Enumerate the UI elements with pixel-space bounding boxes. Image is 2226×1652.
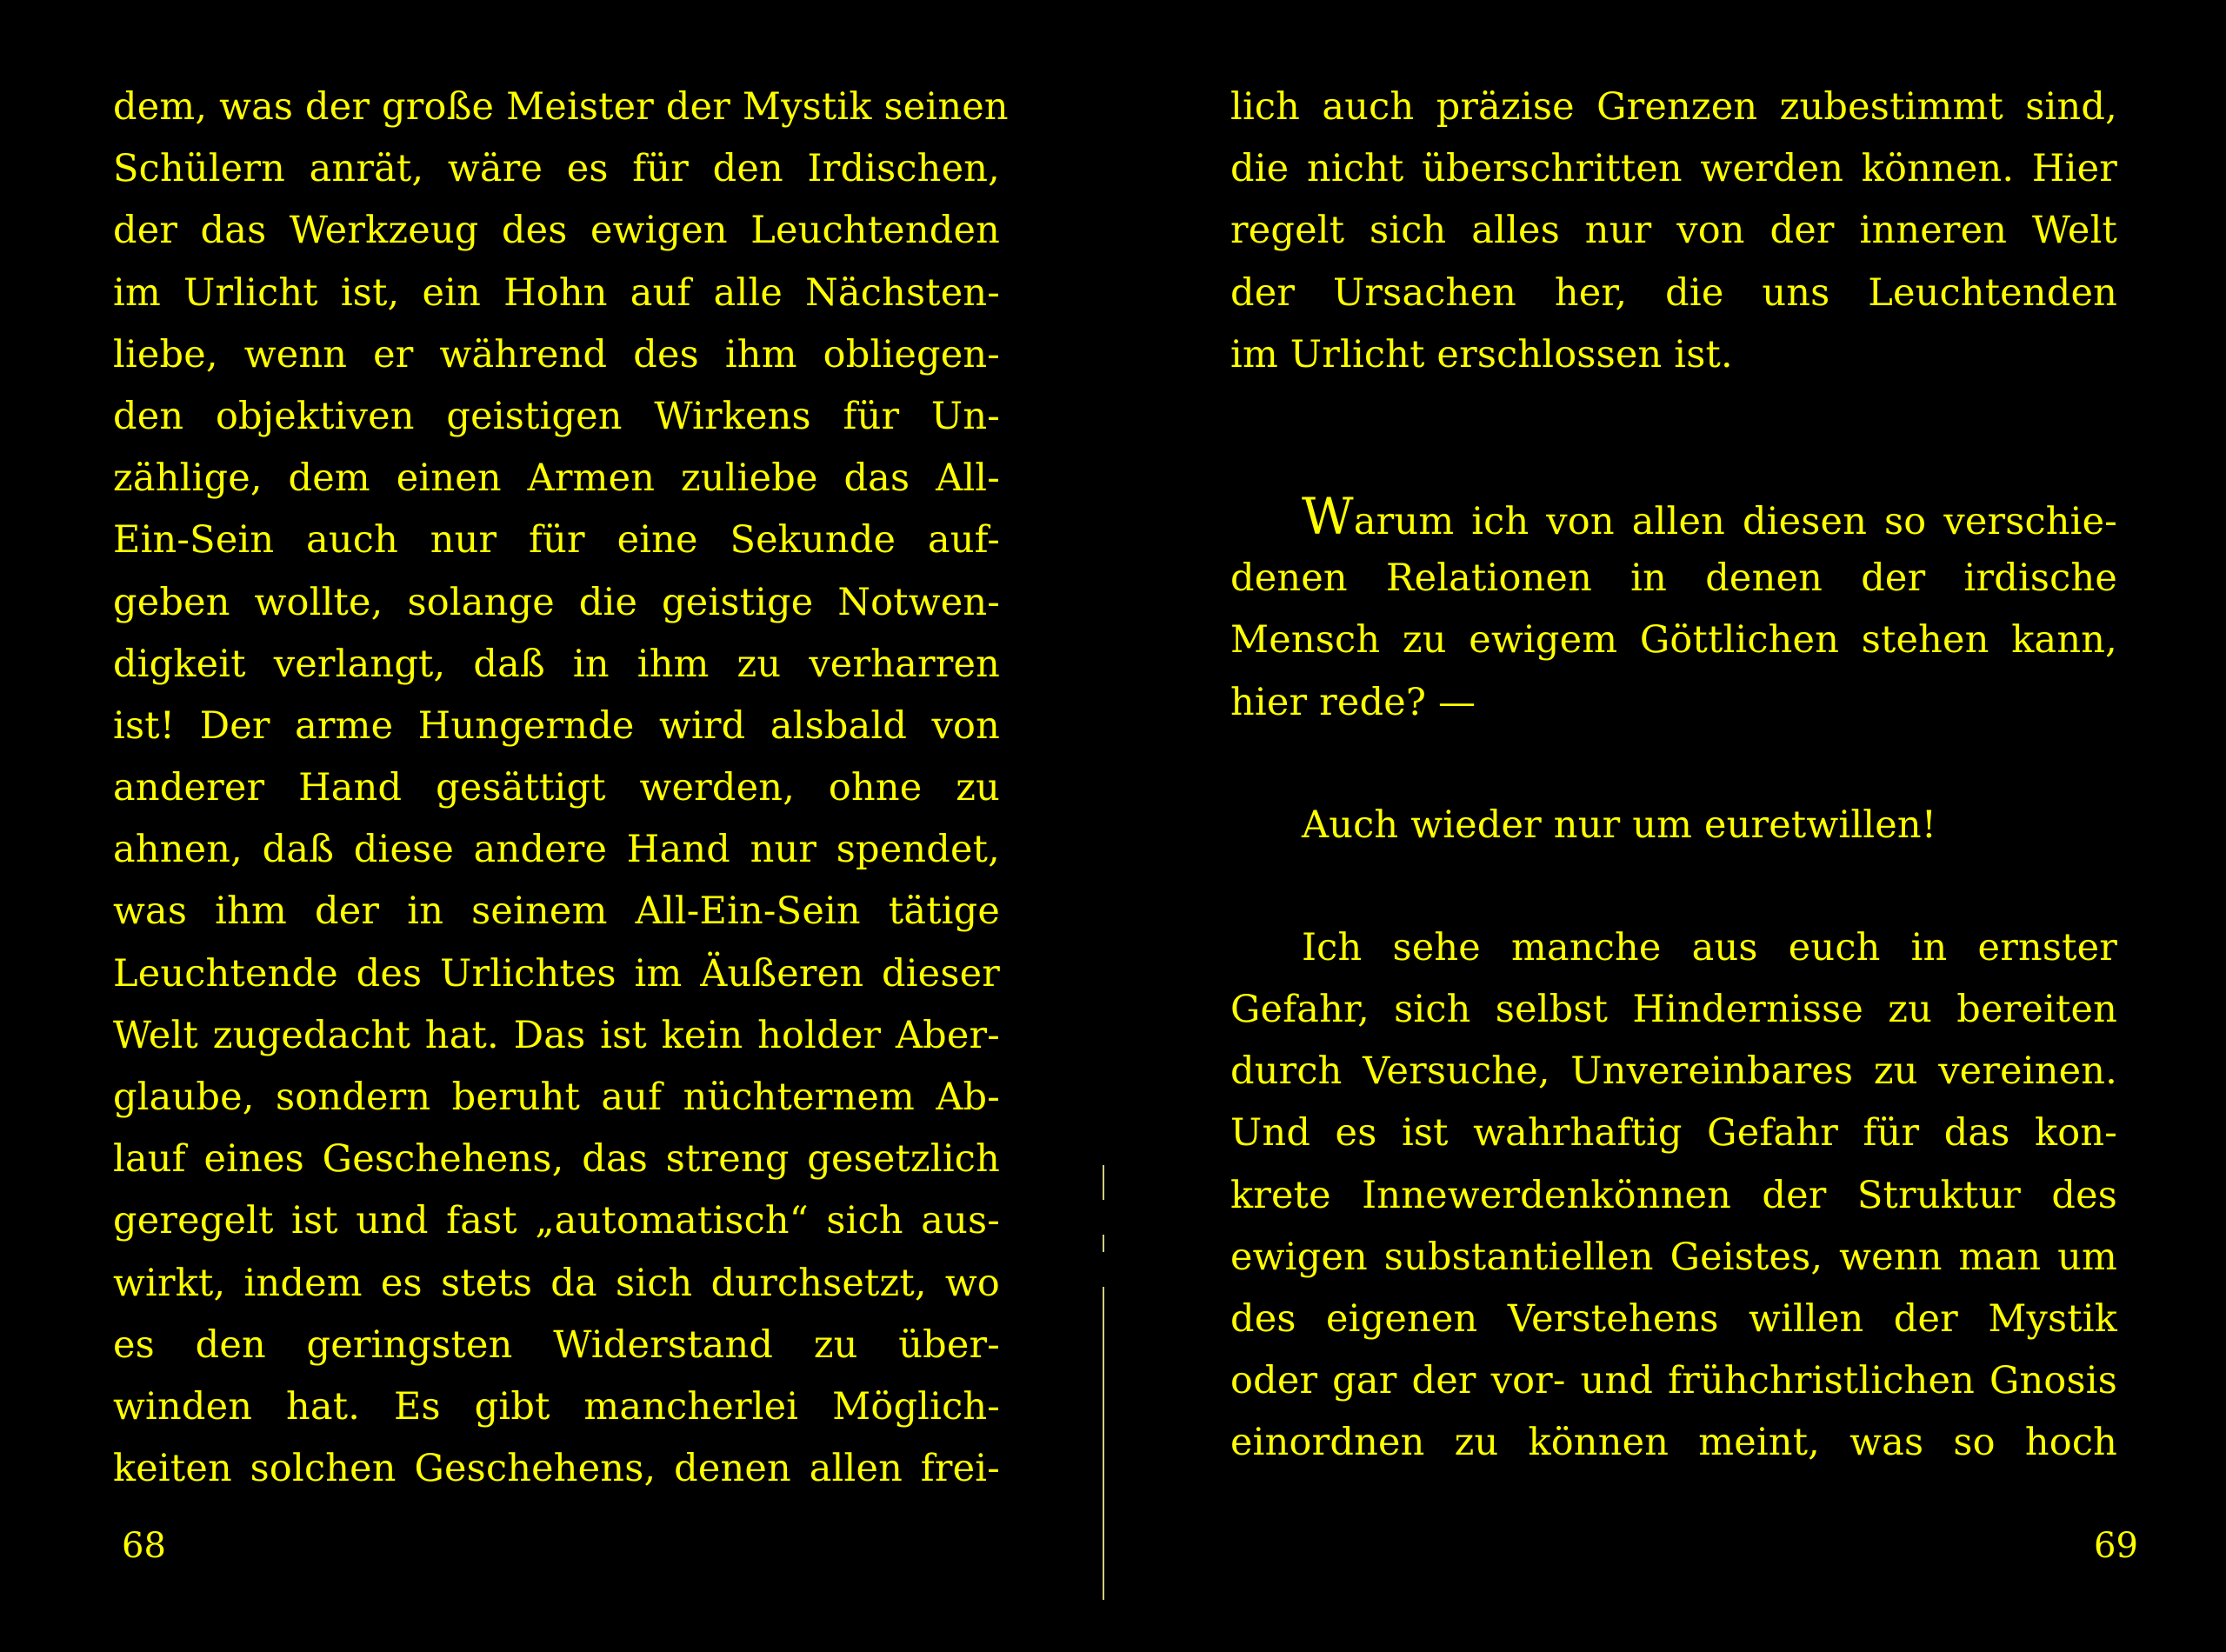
page-number-left: 68 <box>122 1526 166 1566</box>
paragraph-4 <box>1230 917 2117 1475</box>
book-gutter <box>1103 1165 1106 1600</box>
paragraph-1-line-3: regelt sich alles nur von der inneren Welt <box>1230 209 2117 253</box>
paragraph-2-line-3: Mensch zu ewigem Göttlichen stehen kann, <box>1230 618 2117 663</box>
left-page-line-23: keiten solchen Geschehens, denen allen frei- <box>113 1447 1000 1491</box>
paragraph-4-line-6: ewigen substantiellen Geistes, wenn man um <box>1230 1235 2117 1279</box>
left-page-line-14: was ihm der in seinem All-Ein-Sein tätige <box>113 889 1000 934</box>
paragraph-2-line-4: hier rede? — <box>1230 680 1476 724</box>
left-page-line-4: im Urlicht ist, ein Hohn auf alle Nächsten- <box>113 270 1000 315</box>
right-page <box>1122 0 2226 1652</box>
left-page-line-16: Welt zugedacht hat. Das ist kein holder Aber- <box>113 1013 1000 1057</box>
paragraph-1-line-1: lich auch präzise Grenzen zubestimmt sind, <box>1230 85 2117 129</box>
paragraph-4-line-2: Gefahr, sich selbst Hindernisse zu bereiten <box>1230 988 2117 1032</box>
paragraph-1-line-5: im Urlicht erschlossen ist. <box>1230 332 1733 376</box>
paragraph-3 <box>1230 795 2117 856</box>
left-page-text <box>113 77 1009 1500</box>
paragraph-1-line-2: die nicht überschritten werden können. Hier <box>1230 147 2117 191</box>
left-page-line-22: winden hat. Es gibt mancherlei Möglich- <box>113 1384 1000 1429</box>
paragraph-3-line: Auch wieder nur um euretwillen! <box>1302 803 1937 847</box>
paragraph-2-line-1: Warum ich von allen diesen so verschie- <box>1302 486 2117 546</box>
left-page-line-21: es den geringsten Widerstand zu über- <box>113 1322 1000 1367</box>
left-page-line-20: wirkt, indem es stets da sich durchsetzt, wo <box>113 1261 1000 1305</box>
left-page-line-17: glaube, sondern beruht auf nüchternem Ab- <box>113 1076 1000 1119</box>
paragraph-2-line-2: denen Relationen in denen der irdische <box>1230 556 2117 601</box>
left-page-line-19: geregelt ist und fast „automatisch“ sich aus- <box>113 1199 1000 1243</box>
paragraph-4-line-9: einordnen zu können meint, was so hoch <box>1230 1421 2117 1465</box>
left-page-line-13: ahnen, daß diese andere Hand nur spendet, <box>113 828 1000 872</box>
right-page-text <box>1230 77 2117 1475</box>
drop-cap: W <box>1302 486 1354 546</box>
paragraph-4-line-3: durch Versuche, Unvereinbares zu vereinen. <box>1230 1049 2117 1094</box>
paragraph-1 <box>1230 77 2117 386</box>
page-number-right: 69 <box>2094 1526 2138 1566</box>
left-page-line-5: liebe, wenn er während des ihm obliegen- <box>113 332 1000 376</box>
left-page-line-2: Schülern anrät, wäre es für den Irdischen, <box>113 147 1000 191</box>
paragraph-4-line-4: Und es ist wahrhaftig Gefahr für das kon- <box>1230 1111 2117 1156</box>
left-page-line-9: geben wollte, solange die geistige Notwen- <box>113 580 1000 624</box>
paragraph-2 <box>1230 486 2117 734</box>
left-page-line-15: Leuchtende des Urlichtes im Äußeren dieser <box>113 951 1000 996</box>
left-page <box>0 0 1104 1652</box>
left-page-line-1: dem, was der große Meister der Mystik seinen <box>113 85 1009 129</box>
paragraph-4-line-5: krete Innewerdenkönnen der Struktur des <box>1230 1173 2117 1217</box>
left-page-line-3: der das Werkzeug des ewigen Leuchtenden <box>113 209 1000 253</box>
left-page-line-10: digkeit verlangt, daß in ihm zu verharren <box>113 642 1000 686</box>
left-page-line-8: Ein-Sein auch nur für eine Sekunde auf- <box>113 518 1000 563</box>
left-page-line-7: zählige, dem einen Armen zuliebe das All- <box>113 456 1000 501</box>
left-page-line-12: anderer Hand gesättigt werden, ohne zu <box>113 766 1000 810</box>
left-page-line-11: ist! Der arme Hungernde wird alsbald von <box>113 703 1000 748</box>
paragraph-4-line-1: Ich sehe manche aus euch in ernster <box>1302 925 2117 969</box>
paragraph-4-line-7: des eigenen Verstehens willen der Mystik <box>1230 1297 2117 1341</box>
left-page-line-6: den objektiven geistigen Wirkens für Un- <box>113 394 1000 438</box>
left-page-line-18: lauf eines Geschehens, das streng gesetzlich <box>113 1137 1000 1182</box>
paragraph-4-line-8: oder gar der vor- und frühchristlichen Gnosis <box>1230 1359 2117 1403</box>
paragraph-1-line-4: der Ursachen her, die uns Leuchtenden <box>1230 270 2117 315</box>
